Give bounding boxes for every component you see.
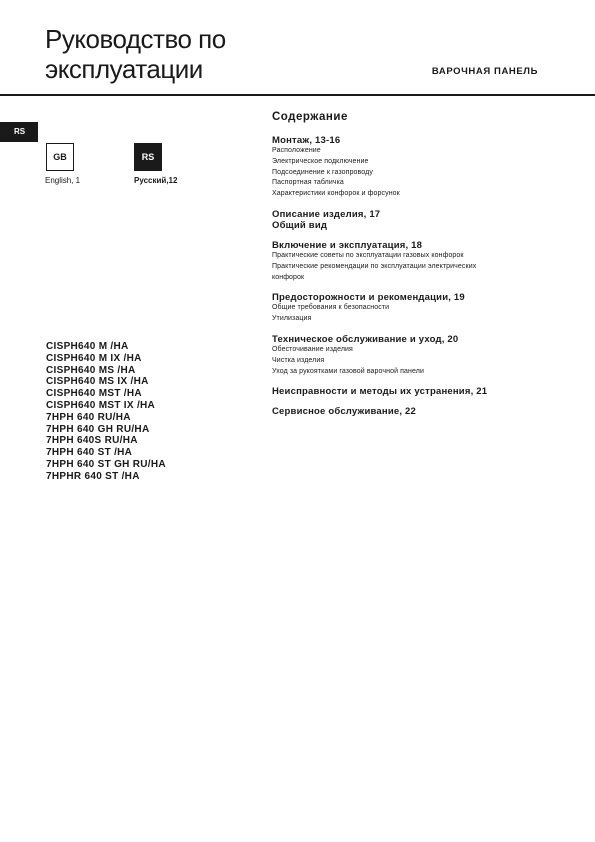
- toc-section-maintenance: [272, 334, 562, 377]
- toc-subitem[interactable]: Подсоединение к газопроводу: [272, 168, 373, 176]
- language-box-rs[interactable]: RS: [134, 143, 162, 171]
- toc-subitem[interactable]: Практические советы по эксплуатации газовых конфорок: [272, 251, 464, 259]
- toc-section-description: [272, 209, 562, 231]
- model-item: CISPH640 M /HA: [46, 341, 129, 352]
- model-item: 7HPHR 640 ST /HA: [46, 470, 140, 482]
- model-item: CISPH640 MS IX /HA: [46, 376, 149, 388]
- toc-section-troubleshooting: [272, 386, 562, 397]
- model-item: 7HPH 640S RU/HA: [46, 435, 138, 447]
- model-item: 7HPH 640 GH RU/HA: [46, 423, 150, 435]
- model-item: CISPH640 MS /HA: [46, 364, 136, 376]
- toc-heading[interactable]: Общий вид: [272, 219, 328, 231]
- language-box-gb[interactable]: GB: [46, 143, 74, 171]
- toc-title: Содержание: [272, 111, 348, 123]
- toc-heading[interactable]: Сервисное обслуживание, 22: [272, 406, 416, 418]
- page-title: [45, 24, 226, 84]
- toc-subitem[interactable]: конфорок: [272, 273, 305, 281]
- toc-subitem[interactable]: Утилизация: [272, 315, 312, 323]
- toc-section-precautions: [272, 292, 562, 325]
- header-divider: [0, 94, 595, 96]
- model-item: CISPH640 MST IX /HA: [46, 399, 156, 411]
- toc-subitem[interactable]: Чистка изделия: [272, 356, 325, 364]
- toc-section-operation: [272, 240, 562, 283]
- toc-subitem[interactable]: Характеристики конфорок и форсунок: [272, 190, 400, 198]
- toc-subitem[interactable]: Паспортная табличка: [272, 179, 344, 187]
- toc-subitem[interactable]: Практические рекомендации по эксплуатации электрических: [272, 262, 477, 270]
- model-list: [46, 341, 166, 483]
- toc-heading[interactable]: Включение и эксплуатация, 18: [272, 239, 423, 251]
- table-of-contents: [272, 111, 562, 426]
- toc-subitem[interactable]: Расположение: [272, 147, 321, 154]
- toc-section-installation: [272, 135, 562, 200]
- toc-heading[interactable]: Неисправности и методы их устранения, 21: [272, 386, 488, 398]
- toc-heading[interactable]: Описание изделия, 17: [272, 208, 381, 220]
- model-item: CISPH640 MST /HA: [46, 388, 142, 400]
- model-item: CISPH640 M IX /HA: [46, 352, 142, 364]
- model-item: 7HPH 640 ST /HA: [46, 447, 133, 459]
- toc-heading[interactable]: Монтаж, 13-16: [272, 135, 341, 146]
- toc-subitem[interactable]: Общие требования к безопасности: [272, 304, 390, 312]
- product-type: ВАРОЧНАЯ ПАНЕЛЬ: [431, 66, 538, 77]
- toc-subitem[interactable]: Электрическое подключение: [272, 157, 369, 165]
- toc-subitem[interactable]: Обесточивание изделия: [272, 345, 353, 353]
- toc-section-service: [272, 406, 562, 417]
- toc-heading[interactable]: Техническое обслуживание и уход, 20: [272, 333, 459, 345]
- toc-heading[interactable]: Предосторожности и рекомендации, 19: [272, 292, 465, 304]
- language-label-gb[interactable]: English, 1: [45, 176, 81, 185]
- model-item: 7HPH 640 RU/HA: [46, 411, 131, 423]
- model-item: 7HPH 640 ST GH RU/HA: [46, 458, 166, 470]
- title-line-1: Руководство по: [45, 24, 226, 54]
- language-label-rs[interactable]: Русский,12: [134, 176, 178, 185]
- toc-subitem[interactable]: Уход за рукоятками газовой варочной панели: [272, 367, 424, 375]
- title-line-2: эксплуатации: [45, 54, 203, 84]
- language-side-tab: RS: [0, 122, 38, 142]
